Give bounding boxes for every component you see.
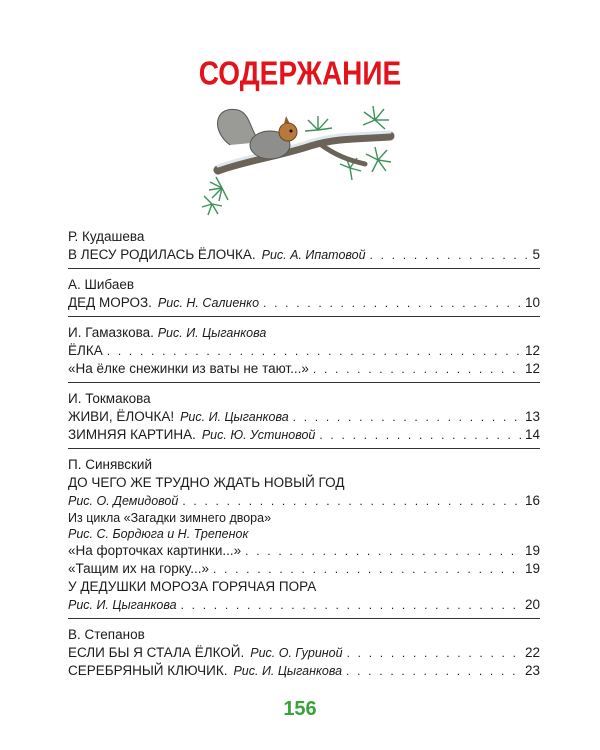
entry-title: ЖИВИ, ЁЛОЧКА! (68, 409, 175, 424)
author-name: В. Степанов (68, 627, 145, 642)
author-name: А. Шибаев (68, 277, 135, 292)
entry-page: 12 (524, 343, 540, 358)
author-name: И. Токмакова (68, 391, 151, 406)
author-line (68, 324, 540, 342)
dot-leader (346, 662, 523, 680)
toc-entry[interactable] (68, 492, 540, 510)
entry-illustrator: Рис. И. Цыганкова (68, 598, 177, 612)
author-name: Р. Кудашева (68, 229, 145, 244)
entry-title: В ЛЕСУ РОДИЛАСЬ ЁЛОЧКА. (68, 247, 256, 262)
entry-page: 23 (524, 663, 540, 678)
dot-leader (245, 542, 523, 560)
entry-title: ДЕД МОРОЗ. (68, 295, 152, 310)
toc-entry[interactable] (68, 560, 540, 578)
dot-leader (313, 360, 523, 378)
entry-illustrator: Рис. Н. Салиенко (157, 296, 260, 310)
entry-page: 22 (524, 645, 540, 660)
squirrel (218, 109, 297, 159)
toc-entry[interactable] (68, 294, 540, 312)
entry-title: ЁЛКА (68, 343, 103, 358)
entry-title: «Тащим их на горку...» (68, 561, 209, 576)
toc-group (68, 456, 540, 619)
dot-leader (293, 408, 523, 426)
entry-page: 16 (524, 493, 540, 508)
cycle-title: Из цикла «Загадки зимнего двора» (68, 511, 272, 525)
toc-entry[interactable] (68, 596, 540, 614)
author-illustrator: Рис. И. Цыганкова (157, 326, 267, 340)
toc-entry[interactable] (68, 342, 540, 360)
entry-illustrator: Рис. И. Цыганкова (233, 664, 343, 678)
toc-entry[interactable] (68, 542, 540, 560)
entry-title[interactable]: У ДЕДУШКИ МОРОЗА ГОРЯЧАЯ ПОРА (68, 579, 317, 594)
toc-entry[interactable] (68, 408, 540, 426)
entry-page: 5 (532, 247, 540, 262)
entry-illustrator: Рис. И. Цыганкова (180, 410, 289, 424)
entry-page: 14 (524, 427, 540, 442)
toc-group (68, 276, 540, 317)
dot-leader (319, 426, 523, 444)
toc-group (68, 324, 540, 383)
entry-title: СЕРЕБРЯНЫЙ КЛЮЧИК. (68, 663, 228, 678)
page-title: СОДЕРЖАНИЕ (198, 55, 402, 92)
entry-illustrator: Рис. О. Гуриной (250, 646, 343, 660)
page-number: 156 (283, 698, 317, 720)
table-of-contents (68, 228, 540, 691)
entry-page: 13 (524, 409, 540, 424)
author-name: П. Синявский (68, 457, 153, 472)
dot-leader (370, 246, 531, 264)
toc-group (68, 228, 540, 269)
toc-entry[interactable] (68, 644, 540, 662)
dot-leader (181, 596, 523, 614)
toc-entry[interactable] (68, 426, 540, 444)
entry-illustrator: Рис. О. Демидовой (68, 494, 179, 508)
author-name: И. Гамазкова. (68, 325, 154, 340)
entry-illustrator: Рис. Ю. Устиновой (201, 428, 316, 442)
entry-title: «На форточках картинки...» (68, 543, 242, 558)
entry-page: 19 (524, 543, 540, 558)
dot-leader (213, 560, 523, 578)
dot-leader (107, 342, 523, 360)
dot-leader (347, 644, 523, 662)
toc-entry[interactable] (68, 662, 540, 680)
entry-page: 19 (524, 561, 540, 576)
entry-illustrator: Рис. А. Ипатовой (261, 248, 366, 262)
entry-title: ЗИМНЯЯ КАРТИНА. (68, 427, 196, 442)
entry-title: ЕСЛИ БЫ Я СТАЛА ЁЛКОЙ. (68, 645, 245, 660)
entry-illustrator: Рис. С. Бордюга и Н. Трепенок (68, 527, 249, 541)
dot-leader (263, 294, 523, 312)
entry-page: 20 (524, 597, 540, 612)
toc-entry[interactable] (68, 360, 540, 378)
cycle-illustrator (68, 526, 540, 542)
entry-title[interactable]: ДО ЧЕГО ЖЕ ТРУДНО ЖДАТЬ НОВЫЙ ГОД (68, 475, 345, 490)
entry-page: 10 (524, 295, 540, 310)
entry-title: «На ёлке снежинки из ваты не тают...» (68, 361, 309, 376)
entry-page: 12 (524, 361, 540, 376)
dot-leader (182, 492, 523, 510)
squirrel-illustration (200, 100, 400, 220)
toc-group (68, 390, 540, 449)
toc-group (68, 626, 540, 684)
toc-entry[interactable] (68, 246, 540, 264)
